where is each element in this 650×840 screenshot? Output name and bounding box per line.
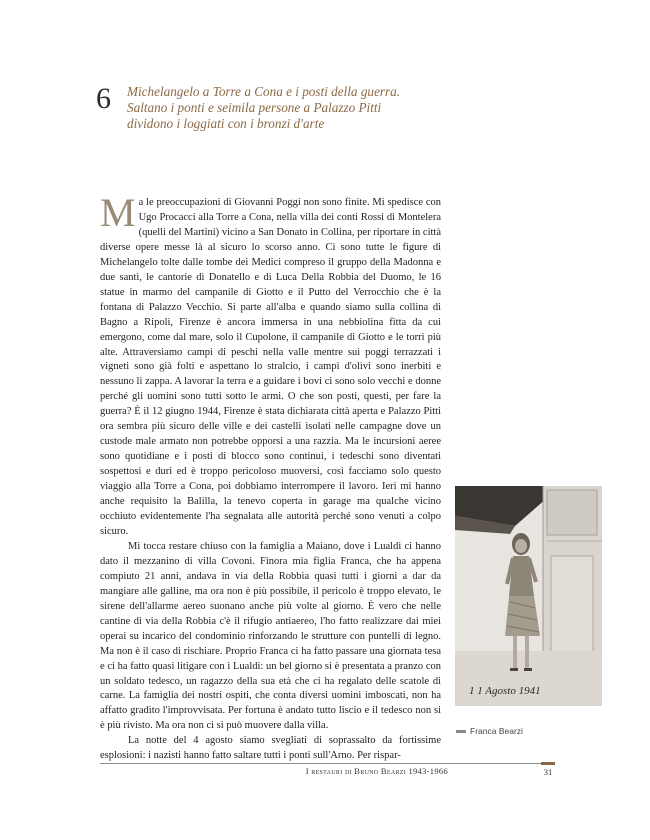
body-text <box>100 190 441 764</box>
chapter-title-line: dividono i loggiati con i bronzi d'arte <box>127 116 325 131</box>
chapter-title <box>127 84 467 132</box>
footer-rule <box>100 763 555 764</box>
chapter-number: 6 <box>96 82 111 115</box>
paragraph: La notte del 4 agosto siamo svegliati di soprassalto da fortissime esplosioni: i nazisti hanno fatto saltare tutti i ponti sull'Arno. Per rispar- <box>100 735 441 762</box>
photo-caption <box>456 726 523 736</box>
photo-caption-text: Franca Bearzi <box>470 726 523 736</box>
page-number: 31 <box>543 767 553 777</box>
chapter-title-line: Saltano i ponti e seimila persone a Palazzo Pitti <box>127 100 382 115</box>
paragraph <box>100 190 441 540</box>
caption-marker <box>456 730 466 733</box>
chapter-title-line: Michelangelo a Torre a Cona e i posti della guerra. <box>127 84 401 99</box>
paragraph-text: a le preoccupazioni di Giovanni Poggi non sono finite. Mi spedisce con Ugo Procacci alla Torre a Cona, nella villa dei conti Rossi di Montelera (quelli del Martini) vicino a San Donato in Collina, per riportare in città diverse opere messe là al sicuro lo scorso anno. Ci sono tutte le figure di Michelangelo tolte dalle tombe dei Medici compreso il gruppo della Madonna e due santi, le cantorie di Donatello e di Luca Della Robbia del Duomo, le 16 statue in marmo del campanile di Giotto e il Putto del Verrocchio che è la fontana di Palazzo Vecchio. Si parte all'alba e quando siamo sulla collina di Bagno a Ripoli, Firenze è ancora immersa in una nebbiolina fitta da cui emergono, come dal mare, solo il Cupolone, il campanile di Giotto e le torri più alte. Attraversiamo campi di peschi nella valle mentre sui poggi terrazzati i vigneti sono già folti e aspettano lo stralcio, i campi d'olivi sono inerbiti e nessuno li zappa. A lavorar la terra e a guidare i bovi ci sono solo vecchi e donne perché gli uomini sono tutti sotto le armi. O che son posti, questi, per fare la guerra? È il 12 giugno 1944, Firenze è stata dichiarata città aperta e Palazzo Pitti ora sembra più sicuro delle ville e dei castelli isolati nelle campagne dove un custode male armato non potrebbe opporsi a una razzia. Ma le incursioni aeree sono quotidiane e i posti di blocco sono continui, i tedeschi sono diventati sospettosi e duri ed è troppo pericoloso muoversi, così facciamo solo questo viaggio alla Torre a Cona, poi dobbiamo interrompere il lavoro. Ieri mi hanno anche requisito la Balilla, la tenevo coperta in garage ma qualche vicino occhiuto evidentemente l'ha segnalata alle autorità perché sono venuti a colpo sicuro. <box>100 197 441 537</box>
page-number-marker <box>541 762 555 765</box>
drop-cap: M <box>100 190 136 235</box>
photo-handwriting: 1 1 Agosto 1941 <box>469 685 541 697</box>
running-title: I restauri di Bruno Bearzi 1943-1966 <box>305 766 448 776</box>
portrait-photo <box>455 486 602 706</box>
paragraph: Mi tocca restare chiuso con la famiglia a Maiano, dove i Lualdi ci hanno dato il mezzanino di villa Covoni. Finora mia figlia Franca, che ha appena compiuto 21 anni, andava in via della Robbia quasi tutti i giorni a dar da mangiare alle galline, ma ora non è più possibile, il pericolo è troppo elevato, le sirene dell'allarme aereo suonano anche più volte al giorno. È vero che nelle cantine di via della Robbia c'è il rifugio antiaereo, l'ho fatto realizzare dai miei operai su incarico del condominio rinforzando le strutture con puntelli di legno. Ma non è il caso di rischiare. Proprio Franca ci ha fatto passare una giornata tesa e ci ha fatto quasi litigare con i Lualdi: un bel giorno si è presentata a pranzo con un soldato tedesco, un ragazzo della sua età che ci ha regalato delle scatole di carne. La famiglia dei nostri ospiti, che conta diversi uomini imboscati, non ha affatto gradito l'improvvisata. Per fortuna è andato tutto liscio e il tedesco non si è più rivisto. Ma ora non ci si può muovere dalla villa. <box>100 540 441 732</box>
